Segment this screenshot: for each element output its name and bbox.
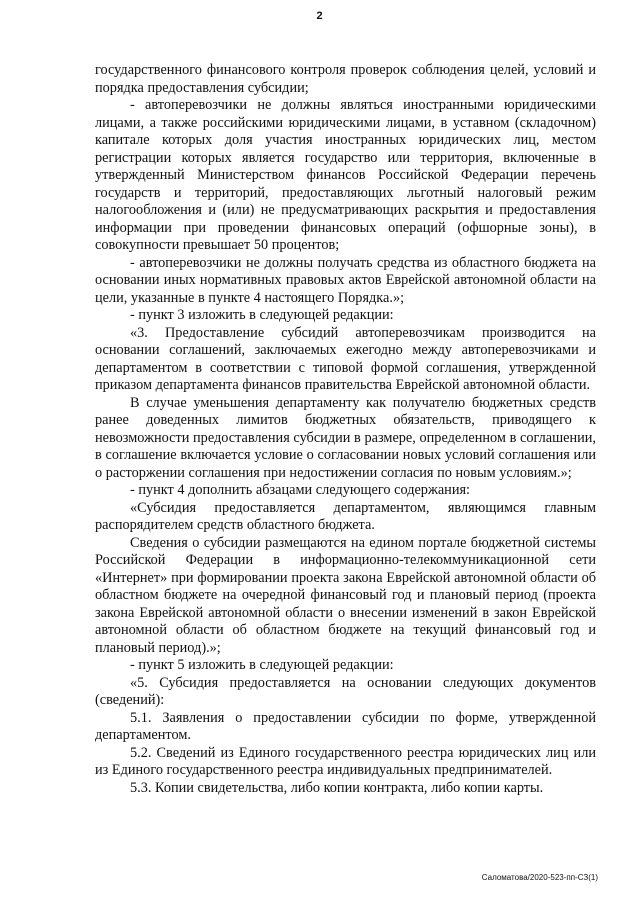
paragraph: «5. Субсидия предоставляется на основании следующих документов (сведений): — [95, 674, 596, 708]
paragraph: «Субсидия предоставляется департаментом, являющимся главным распорядителем средств областного бюджета. — [95, 499, 596, 533]
page-number: 2 — [316, 10, 323, 22]
document-body — [95, 62, 596, 797]
paragraph: - пункт 4 дополнить абзацами следующего содержания: — [130, 482, 471, 498]
paragraph: В случае уменьшения департаменту как получателю бюджетных средств ранее доведенных лимитов бюджетных обязательств, приводящего к невозможности предоставления субсидии в размере, определенном в соглашении, в соглашение включается условие о согласовании новых условий соглашения или о расторжении соглашения при недостижении согласия по новым условиям.»; — [95, 394, 596, 481]
paragraph: 5.3. Копии свидетельства, либо копии контракта, либо копии карты. — [130, 779, 544, 796]
document-code-footer: Саломатова/2020-523-пп-СЗ(1) — [481, 873, 598, 882]
paragraph: 5.2. Сведений из Единого государственного реестра юридических лиц или из Единого государственного реестра индивидуальных предпринимателей. — [95, 744, 596, 778]
paragraph: - пункт 3 изложить в следующей редакции: — [130, 307, 394, 323]
paragraph: - автоперевозчики не должны получать средства из областного бюджета на основании иных нормативных правовых актов Еврейской автономной области на цели, указанные в пункте 4 настоящего Порядка.»; — [95, 254, 596, 306]
paragraph: государственного финансового контроля проверок соблюдения целей, условий и порядка предоставления субсидии; — [95, 62, 596, 96]
paragraph: - автоперевозчики не должны являться иностранными юридическими лицами, а также российскими юридическими лицами, в уставном (складочном) капитале которых доля участия иностранных юридических лиц, местом регистрации которых является государство или территория, включенные в утвержденный Министерством финансов Российской Федерации перечень государств и территорий, предоставляющих льготный налоговый режим налогообложения и (или) не предусматривающих раскрытия и предоставления информации при проведении финансовых операций (офшорные зоны), в совокупности превышает 50 процентов; — [95, 97, 596, 253]
paragraph: «3. Предоставление субсидий автоперевозчикам производится на основании соглашений, заключаемых ежегодно между автоперевозчиками и департаментом в соответствии с типовой формой соглашения, утвержденной приказом департамента финансов правительства Еврейской автономной области. — [95, 324, 596, 393]
paragraph: - пункт 5 изложить в следующей редакции: — [130, 657, 394, 673]
paragraph: 5.1. Заявления о предоставлении субсидии по форме, утвержденной департаментом. — [95, 709, 596, 743]
paragraph: Сведения о субсидии размещаются на едином портале бюджетной системы Российской Федерации в информационно-телекоммуникационной сети «Интернет» при формировании проекта закона Еврейской автономной области об областном бюджете на очередной финансовый год и плановый период (проекта закона Еврейской автономной области о внесении изменений в закон Еврейской автономной области об областном бюджете на текущий финансовый год и плановый период).»; — [95, 534, 596, 656]
